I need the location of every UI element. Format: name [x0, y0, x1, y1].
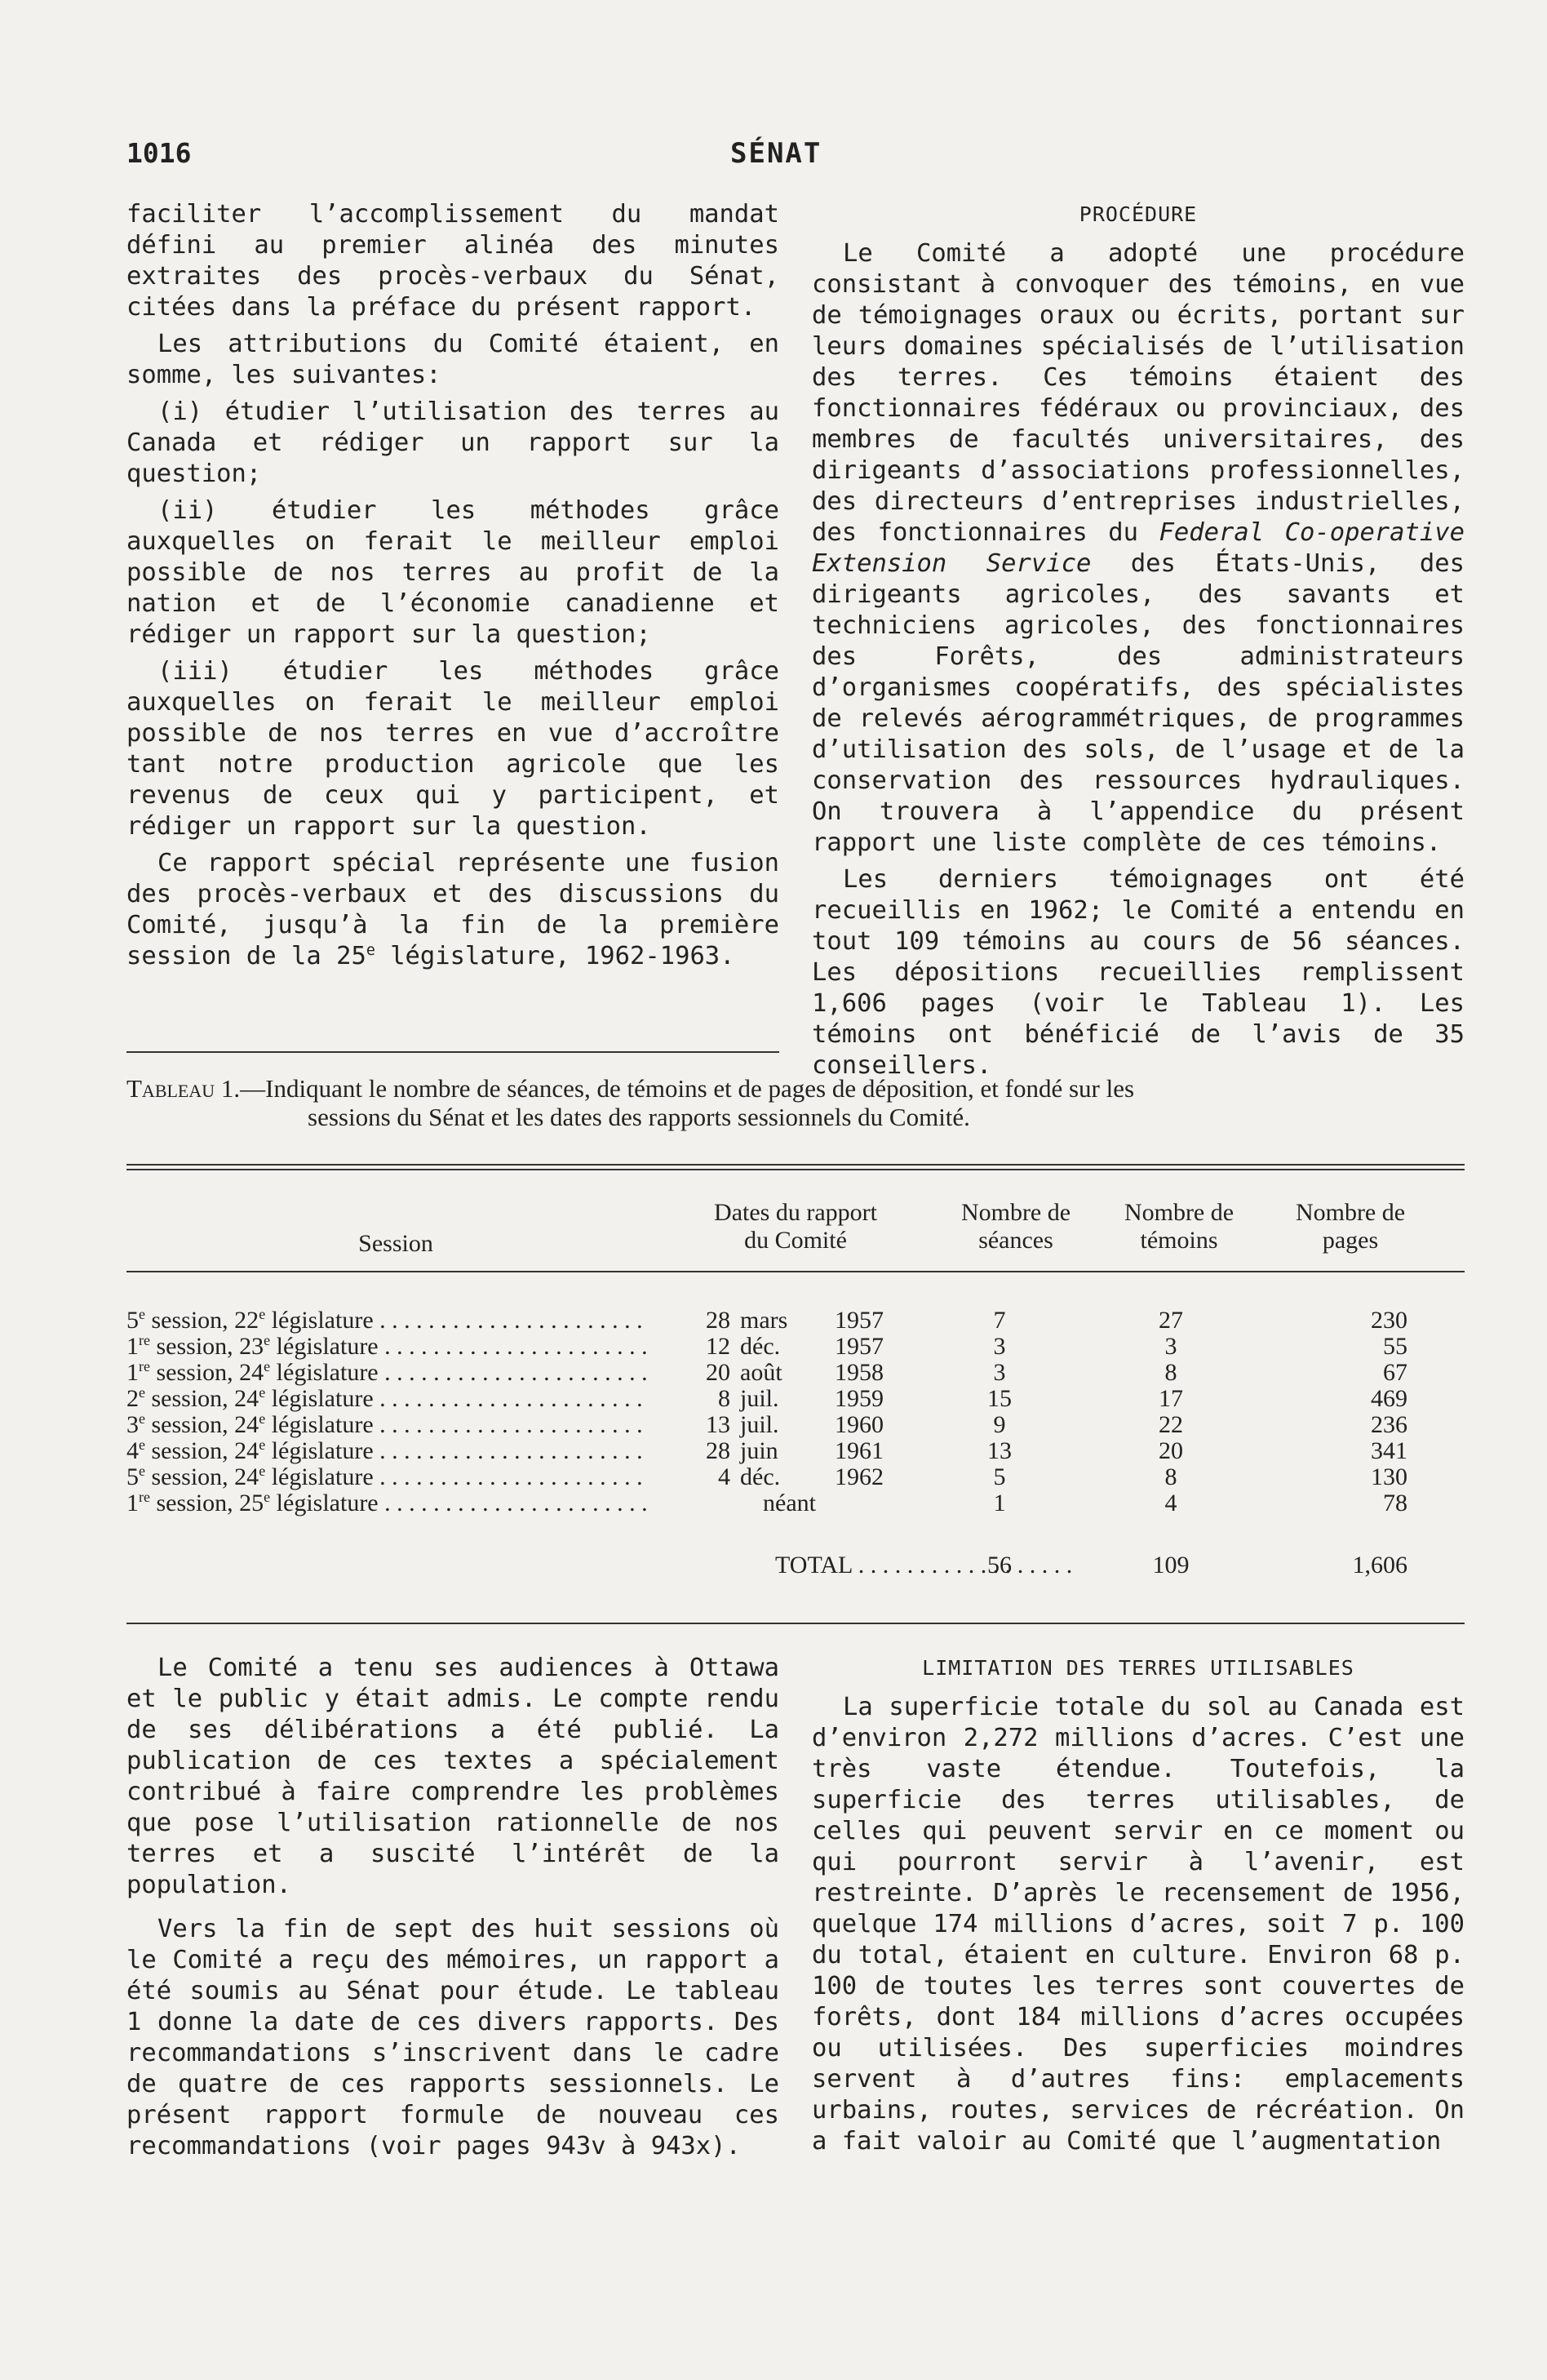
page-number: 1016 — [126, 137, 192, 169]
header-rule — [126, 1271, 1465, 1272]
left-column-bottom — [126, 1653, 779, 2168]
table-bottom-rule — [126, 1623, 1465, 1624]
col-header-pages: Nombre de pages — [1295, 1199, 1406, 1254]
cell-session: 1re session, 24e législature . . . — [126, 1359, 649, 1387]
total-seances: 56 — [987, 1552, 1012, 1579]
cell-month: déc. — [740, 1463, 781, 1490]
table-row — [126, 1307, 1465, 1334]
cell-pages: 469 — [1371, 1385, 1407, 1412]
table-top-rule — [126, 1164, 1465, 1170]
cell-session: 1re session, 25e législature . . . — [126, 1490, 649, 1517]
cell-session: 3e session, 24e législature . . . — [126, 1411, 649, 1439]
cell-year: 1962 — [835, 1463, 884, 1490]
cell-month: mars — [740, 1307, 788, 1334]
cell-temoins: 3 — [1164, 1333, 1177, 1360]
table-row — [126, 1385, 1465, 1413]
cell-seances: 13 — [987, 1437, 1012, 1464]
cell-session: 4e session, 24e législature . . . — [126, 1437, 649, 1465]
cell-month: juin — [740, 1437, 778, 1464]
cell-day: 28 — [706, 1307, 730, 1334]
cell-temoins: 17 — [1159, 1385, 1183, 1412]
table-caption: Tableau 1.—Indiquant le nombre de séances, de témoins et de pages de déposition, et fondé sur les sessions du Sénat et les dates des rapports sessionnels du Comité. — [126, 1074, 1135, 1131]
table-row — [126, 1359, 1465, 1387]
running-head: SÉNAT — [730, 137, 822, 170]
cell-seances: 15 — [987, 1385, 1012, 1412]
cell-session: 1re session, 23e législature . . . — [126, 1333, 649, 1361]
col-header-seances: Nombre de séances — [960, 1199, 1071, 1254]
cell-temoins: 22 — [1159, 1411, 1183, 1438]
cell-seances: 7 — [993, 1307, 1006, 1334]
paragraph: La superficie totale du sol au Canada est d’environ 2,272 millions d’acres. C’est une très vaste étendue. Toutefois, la superficie des terres utilisables, de celles qui peuvent servir en ce moment ou qui pourront servir à l’avenir, est restreinte. D’après le recensement de 1956, quelque 174 millions d’acres, soit 7 p. 100 du total, étaient en culture. Environ 68 p. 100 de toutes les terres sont couvertes de forêts, dont 184 millions d’acres occupées ou utilisées. Des superficies moindres servent à d’autres fins: emplacements urbains, routes, services de récréation. On a fait valoir au Comité que l’augmentation — [812, 1693, 1465, 2156]
cell-month: déc. — [740, 1333, 781, 1360]
cell-day: 4 — [718, 1463, 730, 1490]
cell-pages: 78 — [1383, 1490, 1407, 1516]
paragraph: Ce rapport spécial représente une fusion des procès-verbaux et des discussions du Comité, jusqu’à la fin de la première session de la 25e législature, 1962-1963. — [126, 849, 779, 970]
cell-temoins: 27 — [1159, 1307, 1183, 1334]
cell-year: 1960 — [835, 1411, 884, 1438]
cell-month: juil. — [740, 1385, 779, 1412]
cell-seances: 3 — [993, 1359, 1006, 1386]
cell-pages: 130 — [1371, 1463, 1407, 1490]
cell-seances: 5 — [993, 1463, 1006, 1490]
col-header-dates: Dates du rapport du Comité — [714, 1199, 877, 1254]
list-item: (ii) étudier les méthodes grâce auxquelles on ferait le meilleur emploi possible de nos terres au profit de la nation et de l’économie canadienne et rédiger un rapport sur la question; — [126, 496, 779, 649]
cell-day: 8 — [718, 1385, 730, 1412]
cell-pages: 55 — [1383, 1333, 1407, 1360]
list-item: (i) étudier l’utilisation des terres au Canada et rédiger un rapport sur la question; — [126, 397, 779, 488]
cell-pages: 236 — [1371, 1411, 1407, 1438]
left-column-top — [126, 199, 779, 978]
section-heading: PROCÉDURE — [1079, 202, 1198, 226]
paragraph: Les derniers témoignages ont été recueillis en 1962; le Comité a entendu en tout 109 témoins au cours de 56 séances. Les dépositions recueillies remplissent 1,606 pages (voir le Tableau 1). Les témoins ont bénéficié de l’avis de 35 conseillers. — [812, 865, 1465, 1080]
paragraph: Le Comité a tenu ses audiences à Ottawa et le public y était admis. Le compte rendu de ses délibérations a été publié. La publication de ces textes a spécialement contribué à faire comprendre les problèmes que pose l’utilisation rationnelle de nos terres et a suscité l’intérêt de la population. — [126, 1654, 779, 1899]
total-label: TOTAL . . . — [649, 1552, 1085, 1579]
table-row — [126, 1333, 1465, 1361]
list-item: (iii) étudier les méthodes grâce auxquelles on ferait le meilleur emploi possible de nos terres en vue d’accroître tant notre production agricole que les revenus de ceux qui y participent, et rédiger un rapport sur la question. — [126, 657, 779, 841]
table-row — [126, 1411, 1465, 1439]
cell-day: 13 — [706, 1411, 730, 1438]
table-row — [126, 1463, 1465, 1491]
total-temoins: 109 — [1152, 1552, 1190, 1579]
cell-day: 12 — [706, 1333, 730, 1360]
section-heading: LIMITATION DES TERRES UTILISABLES — [922, 1656, 1354, 1680]
cell-seances: 1 — [993, 1490, 1006, 1516]
divider — [126, 1051, 779, 1053]
cell-year: 1958 — [835, 1359, 884, 1386]
cell-temoins: 8 — [1164, 1359, 1177, 1386]
cell-session: 5e session, 24e législature . . . — [126, 1463, 649, 1491]
cell-pages: 230 — [1371, 1307, 1407, 1334]
cell-temoins: 20 — [1159, 1437, 1183, 1464]
cell-month: août — [740, 1359, 782, 1386]
col-header-temoins: Nombre de témoins — [1124, 1199, 1234, 1254]
cell-year: 1957 — [835, 1333, 884, 1360]
total-row — [126, 1552, 1465, 1579]
col-header-session: Session — [358, 1230, 433, 1257]
cell-day: 28 — [706, 1437, 730, 1464]
cell-session: 5e session, 22e législature . . . — [126, 1307, 649, 1334]
cell-month: juil. — [740, 1411, 779, 1438]
cell-year: 1959 — [835, 1385, 884, 1412]
cell-pages: 67 — [1383, 1359, 1407, 1386]
total-pages: 1,606 — [1352, 1552, 1407, 1579]
cell-year: 1961 — [835, 1437, 884, 1464]
right-column-bottom — [812, 1653, 1465, 2163]
paragraph: Vers la fin de sept des huit sessions où le Comité a reçu des mémoires, un rapport a été soumis au Sénat pour étude. Le tableau 1 donne la date de ces divers rapports. Des recommandations s’inscrivent dans le cadre de quatre de ces rapports sessionnels. Le présent rapport formule de nouveau ces recommandations (voir pages 943v à 943x). — [126, 1915, 779, 2160]
table-row — [126, 1490, 1465, 1517]
cell-pages: 341 — [1371, 1437, 1407, 1464]
paragraph: Les attributions du Comité étaient, en somme, les suivantes: — [126, 330, 779, 389]
cell-day: 20 — [706, 1359, 730, 1386]
cell-year: 1957 — [835, 1307, 884, 1334]
right-column-top — [812, 199, 1465, 1087]
cell-temoins: 8 — [1164, 1463, 1177, 1490]
cell-seances: 3 — [993, 1333, 1006, 1360]
cell-neant: néant — [763, 1490, 816, 1516]
table-row — [126, 1437, 1465, 1465]
cell-session: 2e session, 24e législature . . . — [126, 1385, 649, 1413]
cell-seances: 9 — [993, 1411, 1006, 1438]
paragraph: Le Comité a adopté une procédure consistant à convoquer des témoins, en vue de témoignages oraux ou écrits, portant sur leurs domaines spécialisés de l’utilisation des terres. Ces témoins étaient des fonctionnaires fédéraux ou provinciaux, des membres de facultés universitaires, des dirigeants d’associations professionnelles, des directeurs d’entreprises industrielles, des fonctionnaires du Federal Co-operative Extension Service des États-Unis, des dirigeants agricoles, des savants et techniciens agricoles, des fonctionnaires des Forêts, des administrateurs d’organismes coopératifs, des spécialistes de relevés aérogrammétriques, de programmes d’utilisation des sols, de l’usage et de la conservation des ressources hydrauliques. On trouvera à l’appendice du présent rapport une liste complète de ces témoins. — [812, 239, 1465, 857]
paragraph: faciliter l’accomplissement du mandat défini au premier alinéa des minutes extraites des procès-verbaux du Sénat, citées dans la préface du présent rapport. — [126, 200, 779, 322]
cell-temoins: 4 — [1164, 1490, 1177, 1516]
